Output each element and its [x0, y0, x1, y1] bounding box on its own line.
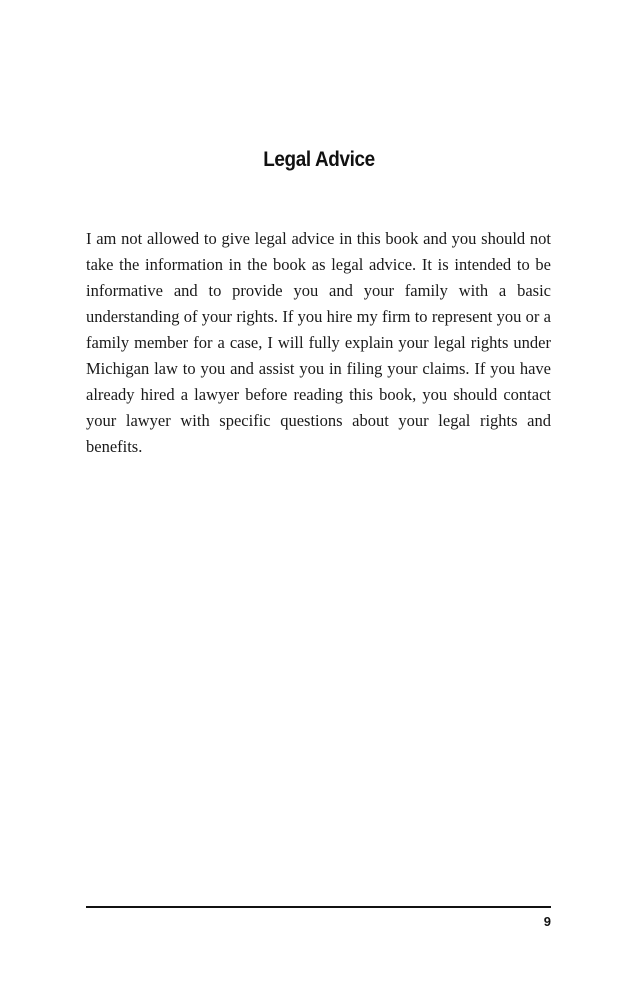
page-title: Legal Advice	[263, 148, 375, 171]
page-number: 9	[543, 914, 551, 929]
footer-divider	[86, 906, 551, 908]
body-paragraph: I am not allowed to give legal advice in this book and you should not take the information in the book as legal advice. It is intended to be informative and to provide you and your family with a basic understanding of your rights. If you hire my firm to represent you or a family member for a case, I will fully explain your legal rights under Michigan law to you and assist you in filing your claims. If you have already hired a lawyer before reading this book, you should contact your lawyer with specific questions about your legal rights and benefits.	[86, 229, 551, 456]
